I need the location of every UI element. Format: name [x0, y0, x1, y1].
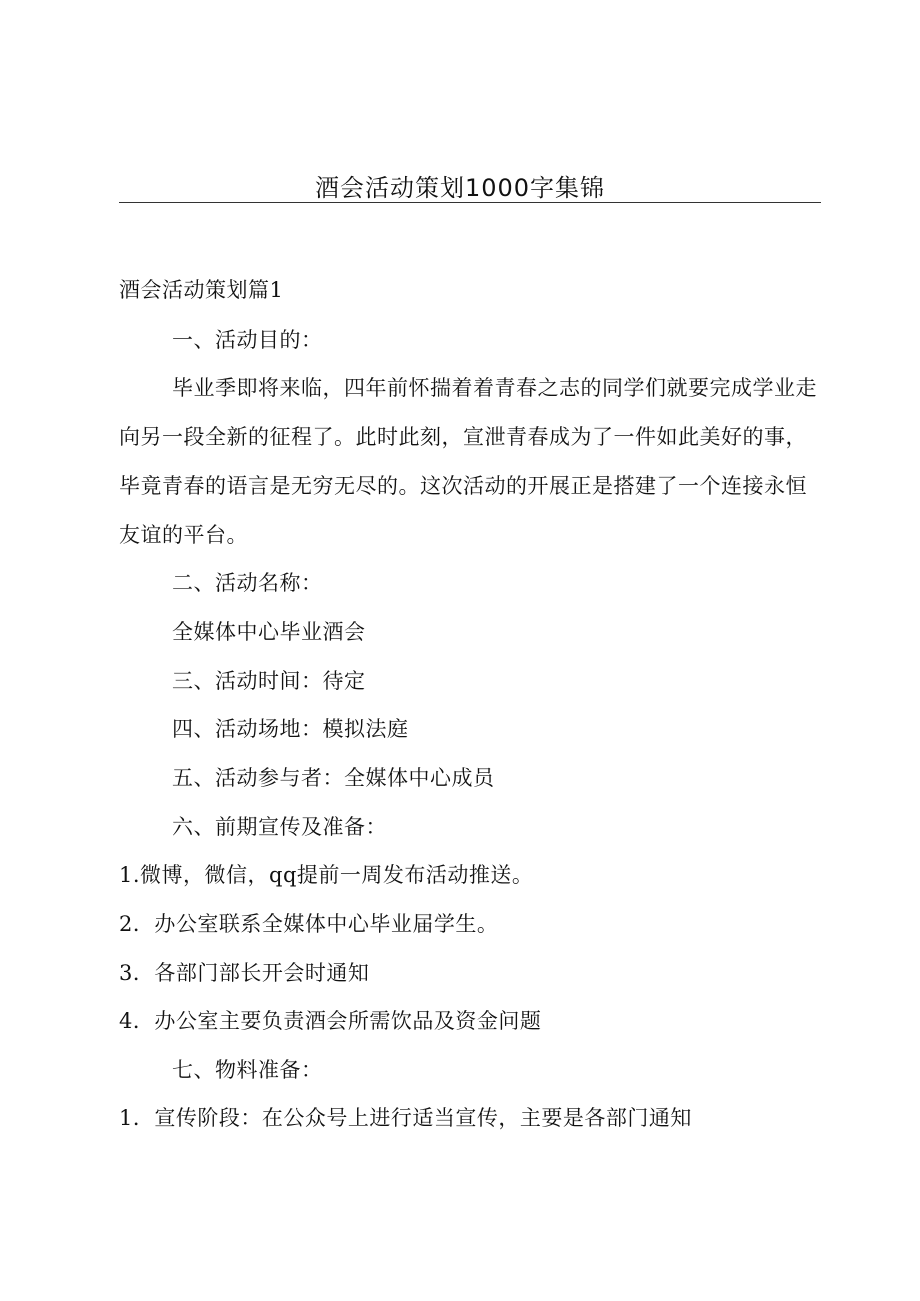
heading-preparation: 六、前期宣传及准备：	[172, 815, 387, 839]
title-underline	[119, 202, 821, 203]
heading-name: 二、活动名称：	[172, 571, 323, 595]
heading-participants: 五、活动参与者：全媒体中心成员	[172, 766, 495, 790]
heading-venue: 四、活动场地：模拟法庭	[172, 717, 409, 741]
document-title: 酒会活动策划1000字集锦	[314, 174, 606, 202]
paragraph-line: 友谊的平台。	[119, 523, 248, 547]
heading-materials: 七、物料准备：	[172, 1058, 323, 1082]
heading-time: 三、活动时间：待定	[172, 669, 366, 693]
paragraph-line: 全媒体中心毕业酒会	[172, 620, 366, 644]
heading-purpose: 一、活动目的：	[172, 328, 323, 352]
section-heading: 酒会活动策划篇1	[119, 278, 284, 302]
list-item: 2．办公室联系全媒体中心毕业届学生。	[119, 912, 499, 936]
list-item: 3．各部门部长开会时通知	[119, 961, 370, 985]
list-item: 1.微博，微信，qq提前一周发布活动推送。	[119, 863, 534, 887]
paragraph-line: 毕业季即将来临，四年前怀揣着着青春之志的同学们就要完成学业走	[172, 376, 817, 400]
list-item: 1．宣传阶段：在公众号上进行适当宣传，主要是各部门通知	[119, 1106, 692, 1130]
paragraph-line: 毕竟青春的语言是无穷无尽的。这次活动的开展正是搭建了一个连接永恒	[119, 474, 807, 498]
paragraph-line: 向另一段全新的征程了。此时此刻，宣泄青春成为了一件如此美好的事，	[119, 425, 807, 449]
list-item: 4．办公室主要负责酒会所需饮品及资金问题	[119, 1009, 542, 1033]
